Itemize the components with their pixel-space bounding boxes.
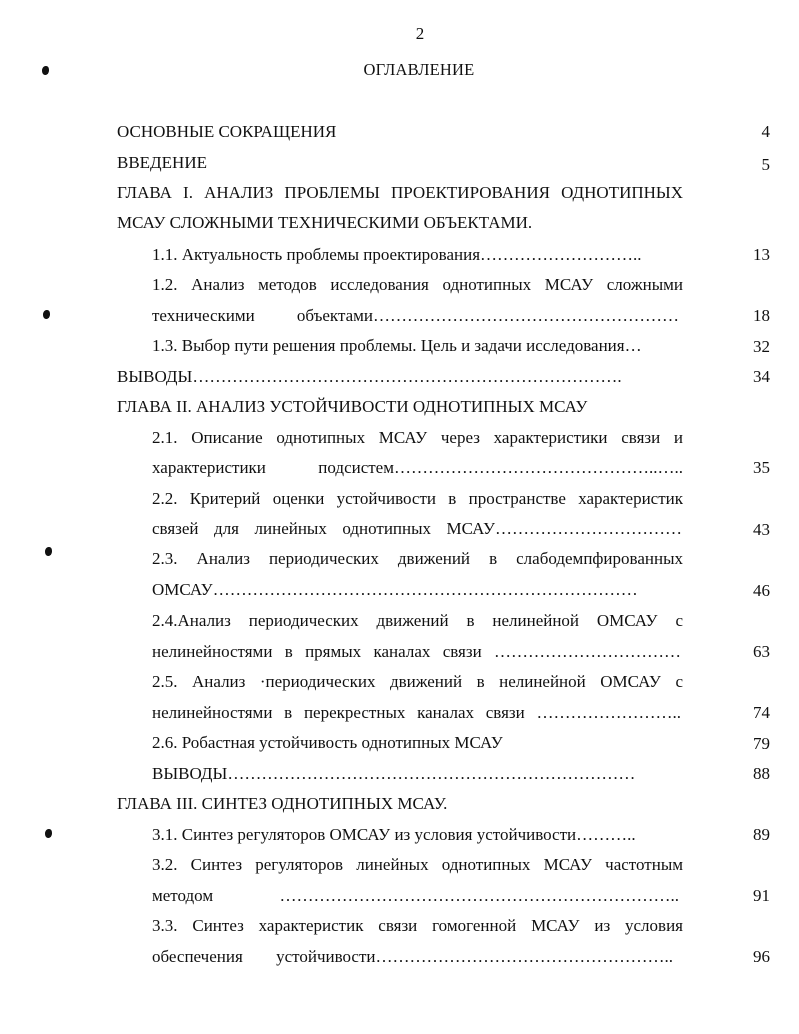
toc-entry: 3.3. Синтез характеристик связи гомогенной МСАУ из условия [152, 916, 683, 935]
toc-entry: ГЛАВА I. АНАЛИЗ ПРОБЛЕМЫ ПРОЕКТИРОВАНИЯ ОДНОТИПНЫХ [117, 183, 683, 202]
toc-entry: нелинейностями в прямых каналах связи …………………………… [152, 642, 681, 661]
toc-entry: ГЛАВА II. АНАЛИЗ УСТОЙЧИВОСТИ ОДНОТИПНЫХ МСАУ [117, 397, 588, 416]
toc-entry: МСАУ СЛОЖНЫМИ ТЕХНИЧЕСКИМИ ОБЪЕКТАМИ. [117, 213, 533, 232]
toc-entry: ОСНОВНЫЕ СОКРАЩЕНИЯ [117, 122, 337, 141]
page-title: ОГЛАВЛЕНИЕ [363, 60, 475, 79]
toc-page: 96 [753, 947, 770, 966]
toc-entry: ГЛАВА III. СИНТЕЗ ОДНОТИПНЫХ МСАУ. [117, 794, 448, 813]
toc-entry: 3.1. Синтез регуляторов ОМСАУ из условия устойчивости……….. [152, 825, 636, 844]
toc-entry: 1.2. Анализ методов исследования однотипных МСАУ сложными [152, 275, 683, 294]
toc-entry: 2.2. Критерий оценки устойчивости в пространстве характеристик [152, 489, 683, 508]
toc-entry: связей для линейных однотипных МСАУ…………………………… [152, 519, 682, 538]
toc-entry: ОМСАУ………………………………………………………………… [152, 580, 638, 599]
margin-mark [43, 310, 50, 319]
toc-page: 32 [753, 337, 770, 356]
margin-mark [42, 66, 49, 75]
margin-mark [45, 829, 52, 838]
toc-entry: ВЫВОДЫ…………………………………………………………………. [117, 367, 622, 386]
toc-page: 34 [753, 367, 770, 386]
toc-entry: методом …………………………………………………………….. [152, 886, 679, 905]
toc-entry: обеспечения устойчивости…………………………………………….. [152, 947, 673, 966]
toc-entry: ВЫВОДЫ……………………………………………………………… [152, 764, 636, 783]
toc-page: 43 [753, 520, 770, 539]
toc-entry: нелинейностями в перекрестных каналах связи …………………….. [152, 703, 681, 722]
toc-entry: техническими объектами……………………………………………… [152, 306, 679, 325]
toc-page: 74 [753, 703, 770, 722]
toc-page: 35 [753, 458, 770, 477]
toc-entry: 3.2. Синтез регуляторов линейных однотипных МСАУ частотным [152, 855, 683, 874]
toc-page: 18 [753, 306, 770, 325]
toc-entry: 2.4.Анализ периодических движений в нелинейной ОМСАУ с [152, 611, 683, 630]
toc-entry: 2.6. Робастная устойчивость однотипных МСАУ [152, 733, 503, 752]
toc-entry: характеристики подсистем………………………………………..….. [152, 458, 683, 477]
toc-page: 46 [753, 581, 770, 600]
toc-entry: 1.1. Актуальность проблемы проектирования……………………….. [152, 245, 642, 264]
toc-page: 91 [753, 886, 770, 905]
toc-entry: 2.5. Анализ ·периодических движений в нелинейной ОМСАУ с [152, 672, 683, 691]
toc-page: 63 [753, 642, 770, 661]
toc-page: 5 [761, 155, 770, 174]
toc-entry: 1.3. Выбор пути решения проблемы. Цель и задачи исследования… [152, 336, 642, 355]
toc-page: 89 [753, 825, 770, 844]
toc-page: 79 [753, 734, 770, 753]
page-number: 2 [415, 24, 425, 43]
margin-mark [45, 547, 52, 556]
toc-page: 13 [753, 245, 770, 264]
toc-page: 88 [753, 764, 770, 783]
toc-page: 4 [761, 122, 770, 141]
toc-entry: 2.1. Описание однотипных МСАУ через характеристики связи и [152, 428, 683, 447]
toc-entry: 2.3. Анализ периодических движений в слабодемпфированных [152, 549, 683, 568]
toc-entry: ВВЕДЕНИЕ [117, 153, 207, 172]
